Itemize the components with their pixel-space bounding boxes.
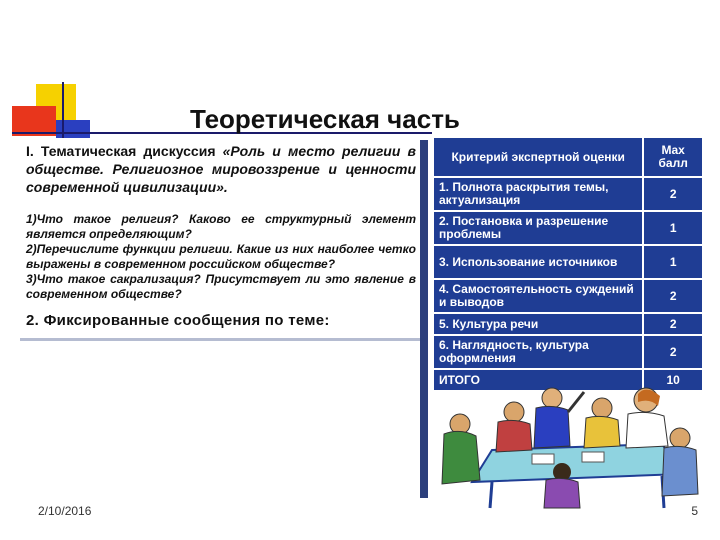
- max-cell: 2: [643, 177, 703, 211]
- question-item: 3)Что такое сакрализация? Присутствует ли это явление в современном обществе?: [26, 272, 416, 301]
- topic-lead: I. Тематическая дискуссия: [26, 143, 216, 159]
- page-number: 5: [691, 504, 698, 518]
- max-cell: 1: [643, 245, 703, 279]
- question-list: [26, 212, 416, 302]
- panel-border: [420, 140, 428, 498]
- total-label: ИТОГО: [433, 369, 643, 391]
- criterion-cell: 4. Самостоятельность суждений и выводов: [433, 279, 643, 313]
- max-cell: 1: [643, 211, 703, 245]
- criterion-cell: 6. Наглядность, культура оформления: [433, 335, 643, 369]
- discussion-topic: [26, 142, 416, 196]
- max-cell: 2: [643, 279, 703, 313]
- table-row: [433, 211, 703, 245]
- total-value: 10: [643, 369, 703, 391]
- max-cell: 2: [643, 313, 703, 335]
- criterion-cell: 5. Культура речи: [433, 313, 643, 335]
- table-row: [433, 335, 703, 369]
- header-max: Max балл: [643, 137, 703, 177]
- question-item: 1)Что такое религия? Каково ее структурный элемент является определяющим?: [26, 212, 416, 241]
- question-item: 2)Перечислите функции религии. Какие из них наиболее четко выражены в современном российском обществе?: [26, 242, 416, 271]
- criterion-cell: 1. Полнота раскрытия темы, актуализация: [433, 177, 643, 211]
- table-row: [433, 177, 703, 211]
- slide-date: 2/10/2016: [38, 504, 92, 518]
- meeting-clipart-icon: [432, 384, 704, 510]
- table-row: [433, 279, 703, 313]
- criterion-cell: 2. Постановка и разрешение проблемы: [433, 211, 643, 245]
- table-header-row: [433, 137, 703, 177]
- criterion-cell: 3. Использование источников: [433, 245, 643, 279]
- fixed-messages-heading: 2. Фиксированные сообщения по теме:: [26, 312, 330, 329]
- max-cell: 2: [643, 335, 703, 369]
- table-row: [433, 313, 703, 335]
- criteria-table: [432, 136, 704, 392]
- panel-shadow: [20, 338, 426, 341]
- table-row: [433, 245, 703, 279]
- header-criterion: Критерий экспертной оценки: [433, 137, 643, 177]
- topic-text: «Роль и место религии в обществе. Религиозное мировоззрение и ценности современной цивилизации».: [26, 143, 417, 195]
- page-title: Теоретическая часть: [190, 104, 460, 134]
